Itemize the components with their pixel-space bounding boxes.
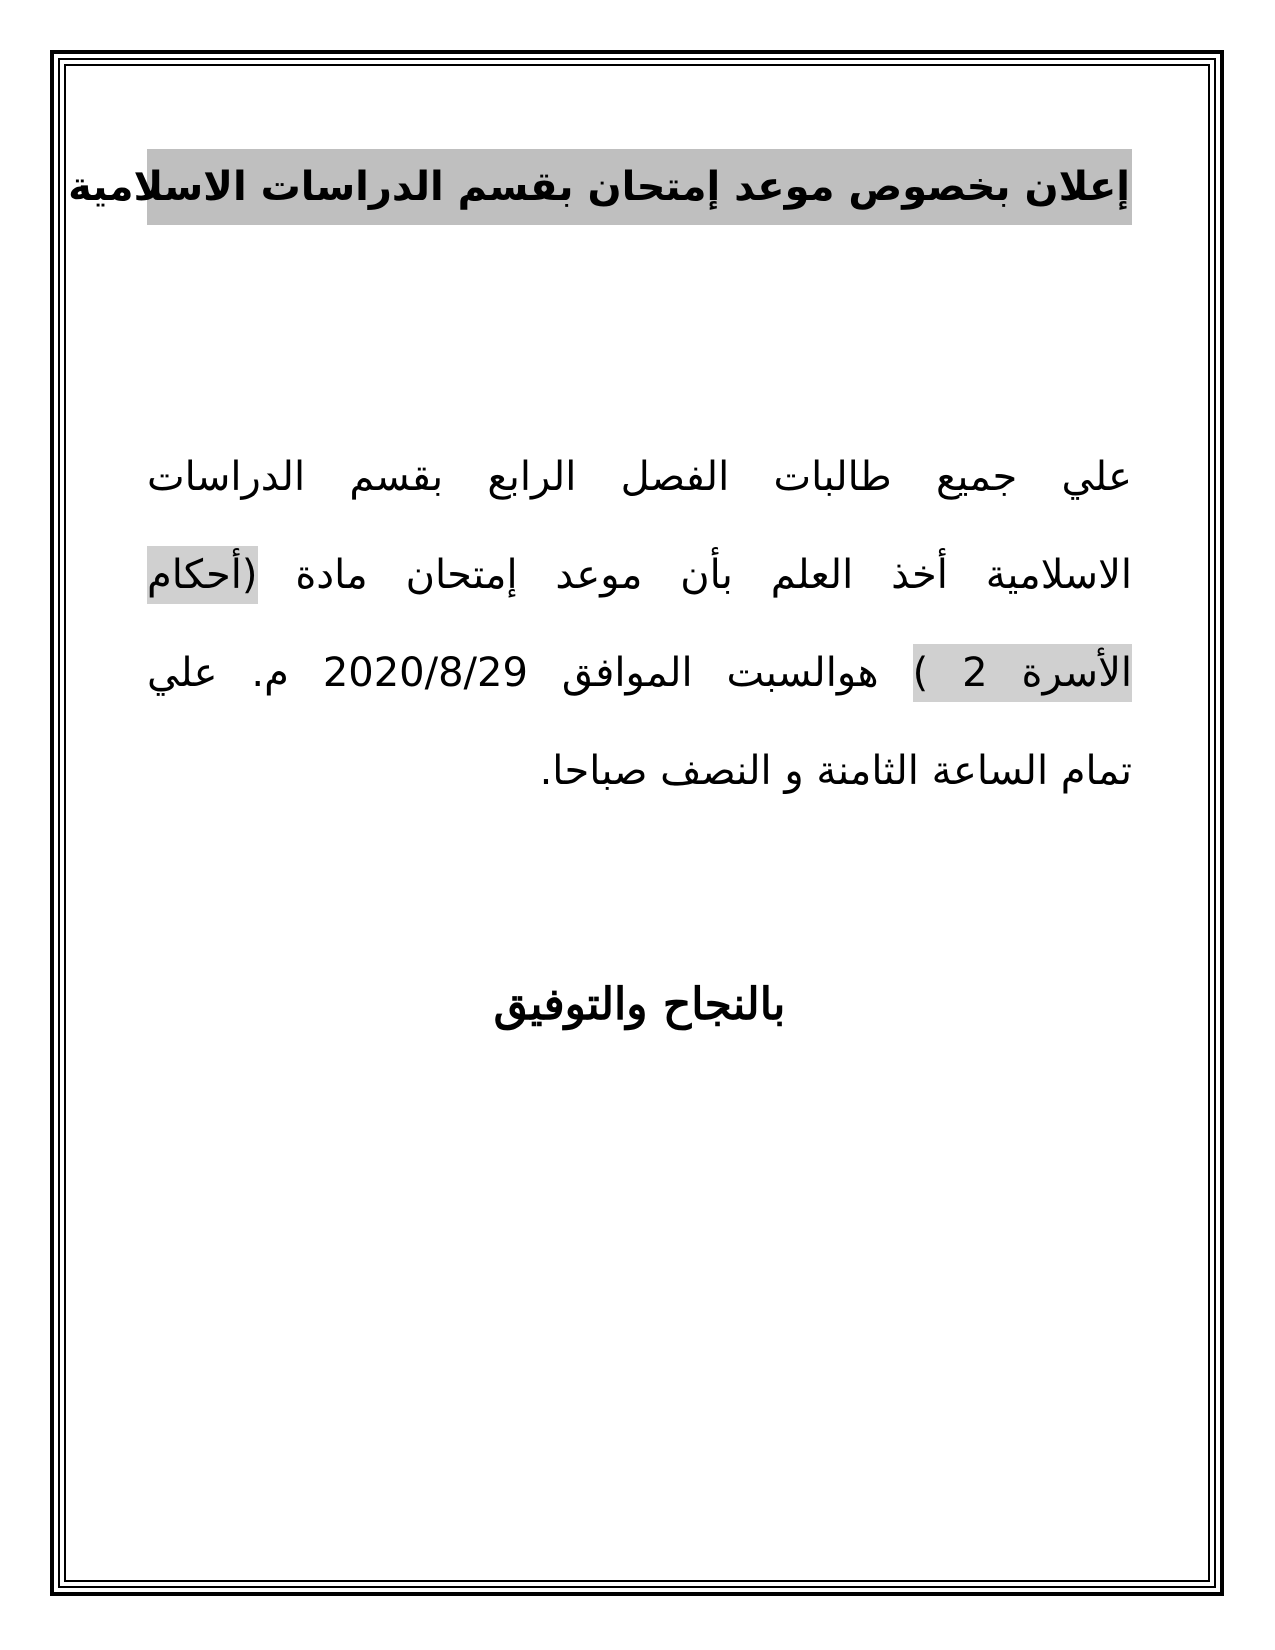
body-line-3: [147, 624, 1132, 722]
body-line-3-text: هوالسبت الموافق 2020/8/29 م. علي: [147, 650, 913, 696]
closing-wish: بالنجاح والتوفيق: [493, 979, 786, 1030]
course-name-highlight-start: (أحكام: [147, 546, 258, 604]
title-highlight: [68, 149, 1132, 225]
body-line-1: علي جميع طالبات الفصل الرابع بقسم الدراسات: [147, 454, 1132, 500]
body-line-4: تمام الساعة الثامنة و النصف صباحا.: [539, 748, 1132, 794]
announcement-title: إعلان بخصوص موعد إمتحان بقسم الدراسات الاسلامية: [68, 164, 1130, 210]
announcement: [68, 0, 1132, 1650]
body-line-2-text: الاسلامية أخذ العلم بأن موعد إمتحان مادة: [257, 552, 1132, 598]
announcement-body: [147, 428, 1132, 820]
body-line-2: [147, 526, 1132, 624]
course-name-highlight-end: الأسرة 2 ): [913, 644, 1132, 702]
